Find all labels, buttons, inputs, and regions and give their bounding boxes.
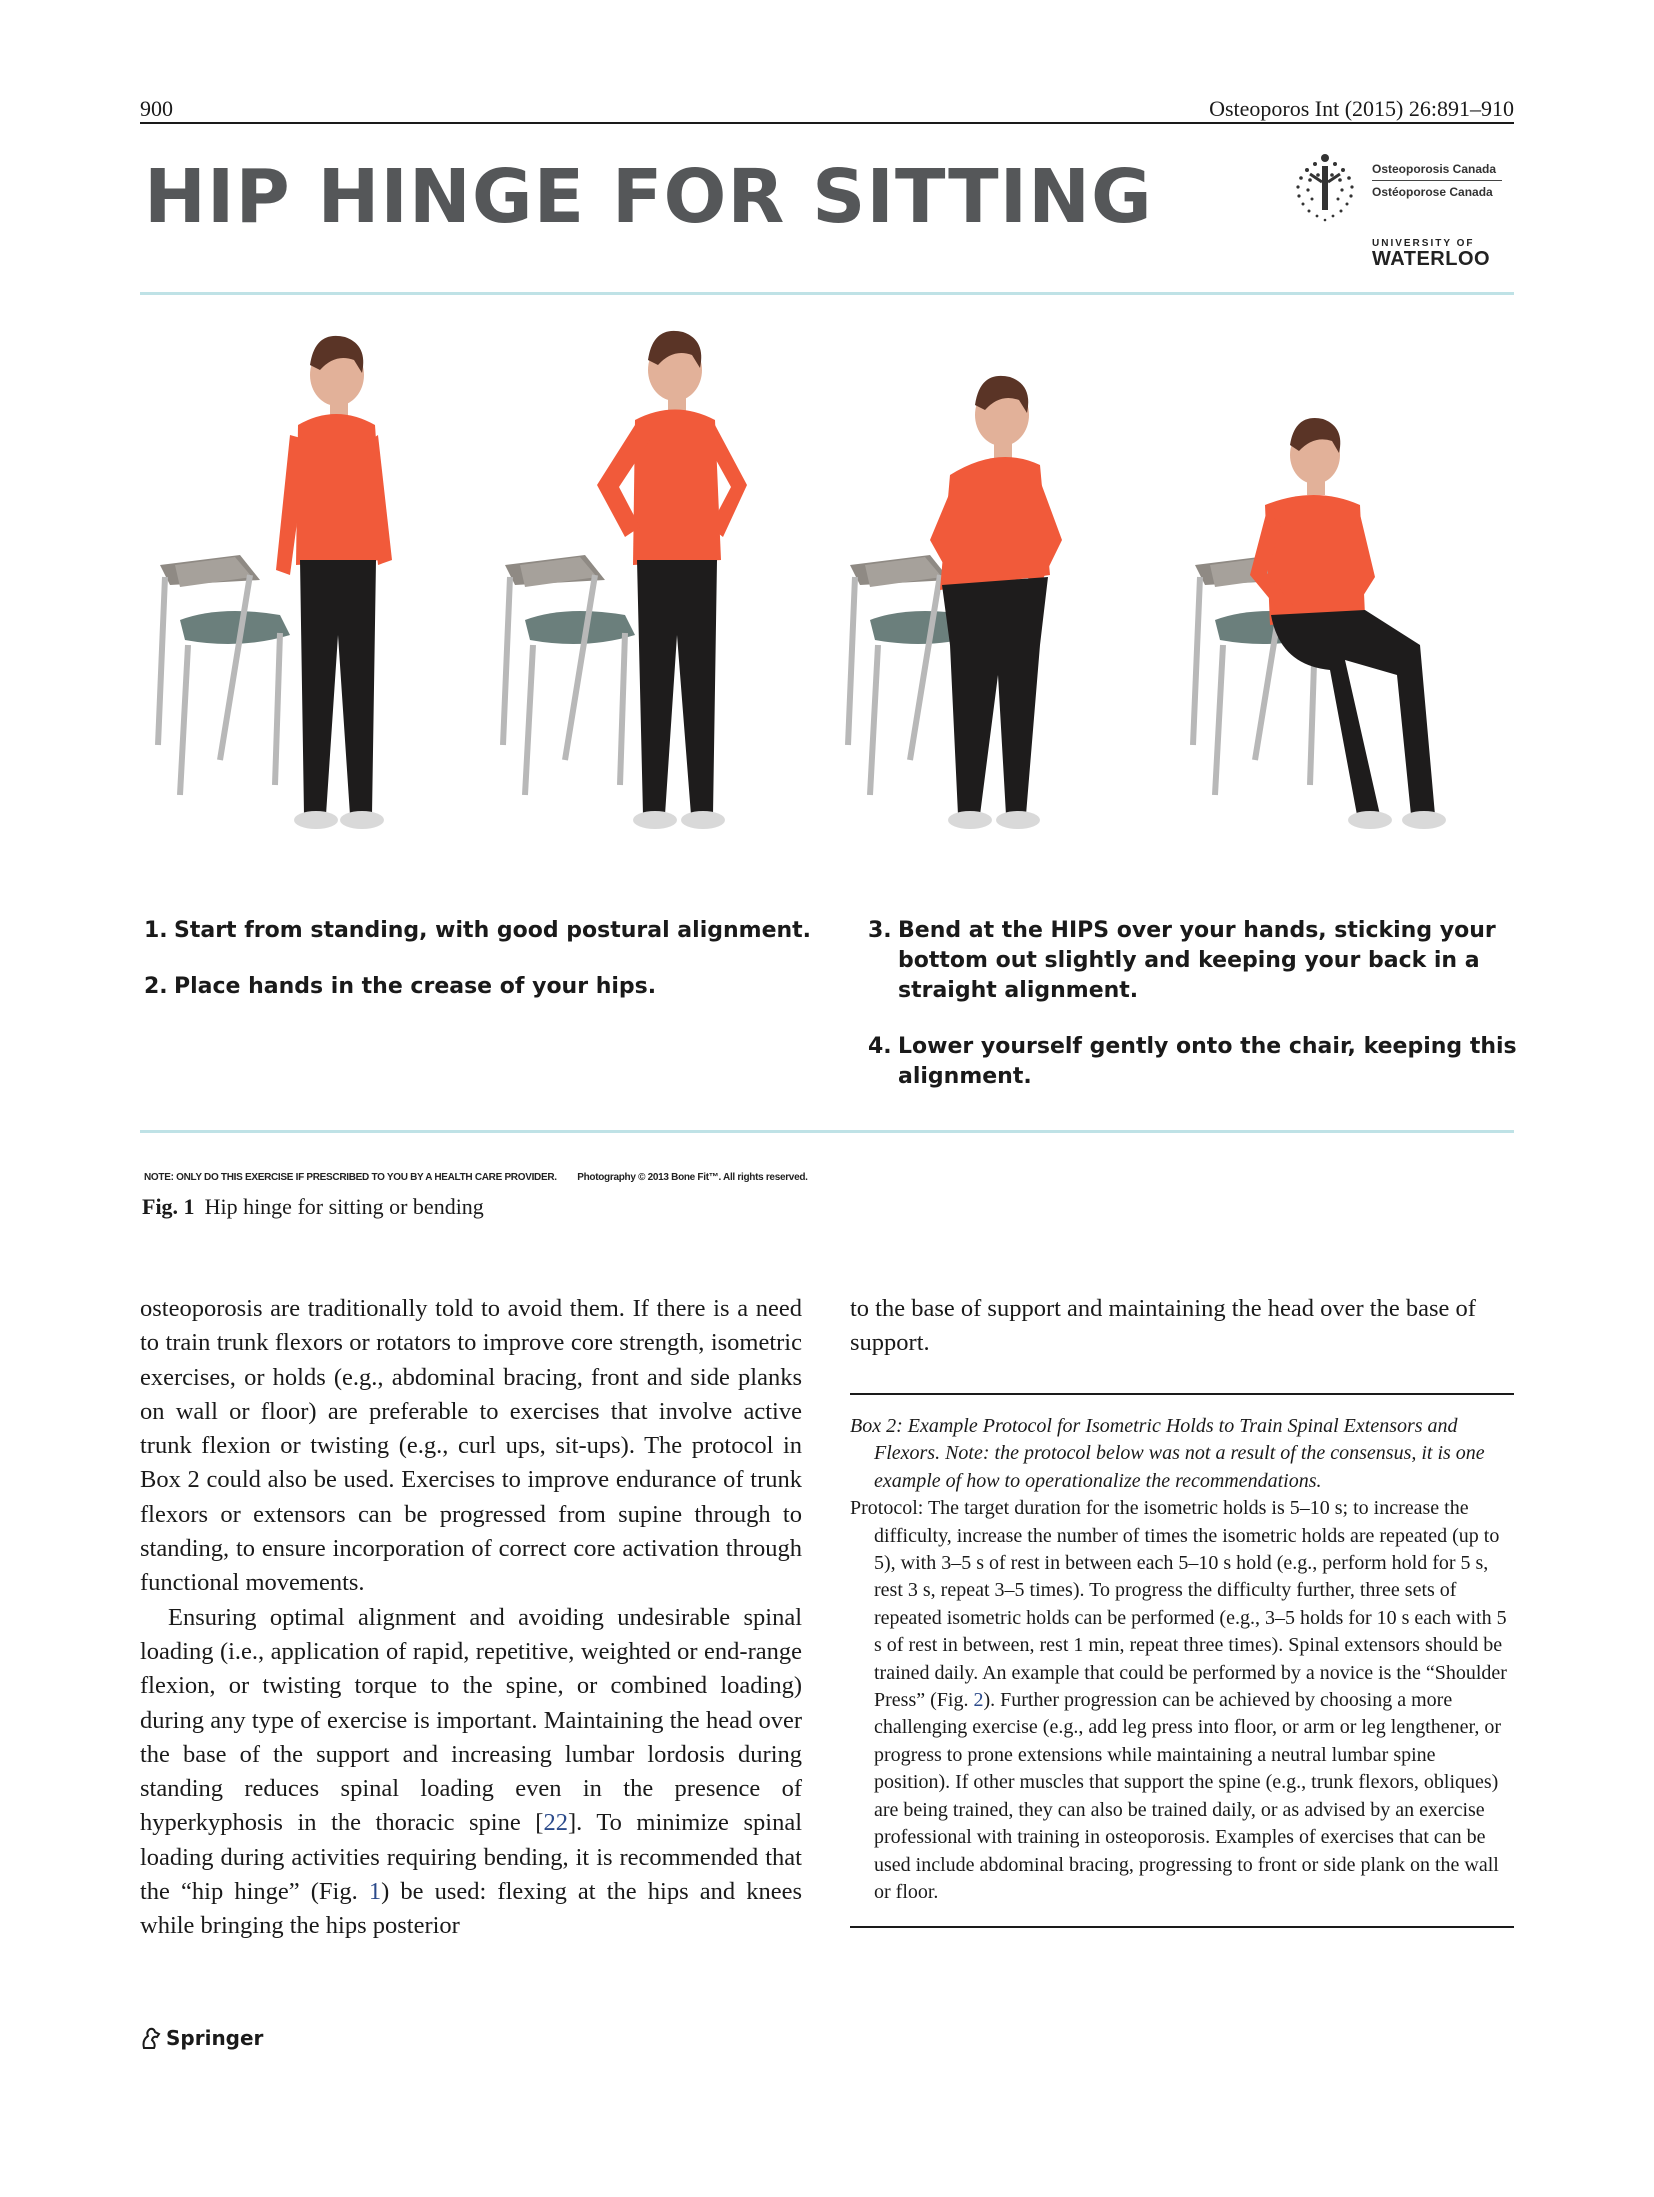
step-text: Lower yourself gently onto the chair, keeping this alignment. [898,1034,1517,1089]
exercise-photo-strip [140,315,1514,885]
step-4 [868,1032,1518,1092]
photo-copyright: Photography © 2013 Bone Fit™. All rights reserved. [577,1172,808,1183]
waterloo-label: WATERLOO [1372,248,1491,270]
steps-left-column [144,916,824,1028]
publisher-name: Springer [166,2026,264,2050]
figure-title: HIP HINGE FOR SITTING [144,154,1153,240]
paragraph-2 [140,1601,802,1944]
top-teal-rule [140,292,1514,295]
paragraph-continued: to the base of support and maintaining the head over the base of support. [850,1295,1476,1357]
step-number: 1. [144,918,168,943]
page-number: 900 [140,96,173,121]
step-text: Place hands in the crease of your hips. [174,974,657,999]
steps-right-column [868,916,1518,1118]
person-seated [1250,418,1446,829]
org-name-french: Ostéoporose Canada [1372,185,1493,199]
chair-icon [158,555,290,795]
paragraph-2-text-a: Ensuring optimal alignment and avoiding undesirable spinal loading (i.e., application of rapid, repetitive, weighted or end-range flexion, or twisting torque to the spine, or combined loading) during any type of exercise is important. Maintaining the head over the base of the support and increasing lumbar lordosis during standing reduces spinal loading even in the presence of hyperkyphosis in the thoracic spine [ [140,1603,802,1837]
waterloo-logo [1372,238,1490,269]
body-right-column [850,1292,1514,1361]
header-rule [140,122,1514,124]
organization-names [1372,158,1502,203]
step-number: 4. [868,1034,892,1059]
figure-link[interactable]: 2 [973,1689,984,1712]
step-text: Bend at the HIPS over your hands, sticking your bottom out slightly and keeping your back in a straight alignment. [898,918,1496,1003]
paragraph-1: osteoporosis are traditionally told to avoid them. If there is a need to train trunk flexors or rotators to improve core strength, isometric exercises, or holds (e.g., abdominal bracing, front and side planks on wall or floor) are preferable to exercises that involve active trunk flexion or twisting (e.g., curl ups, sit-ups). The protocol in Box 2 could also be used. Exercises to improve endurance of trunk flexors or extensors can be progressed from supine through to standing, to ensure incorporation of correct core activation through functional movements. [140,1295,802,1597]
prescription-note: NOTE: ONLY DO THIS EXERCISE IF PRESCRIBED TO YOU BY A HEALTH CARE PROVIDER. [144,1172,557,1183]
figure-link[interactable]: 1 [368,1878,382,1906]
step-2 [144,972,824,1002]
osteoporosis-canada-logo-icon [1290,150,1360,230]
journal-reference: Osteoporos Int (2015) 26:891–910 [1209,96,1514,121]
protocol-text-a: Protocol: The target duration for the isometric holds is 5–10 s; to increase the difficulty, increase the number of times the isometric holds are repeated (up to 5), with 3–5 s of rest in between each 5–10 s hold (e.g., perform hold for 5 s, rest 3 s, repeat 3–5 times). To progress the difficulty further, three sets of repeated isometric holds can be performed (e.g., 3–5 holds for 10 s each with 5 s of rest in between, rest 1 min, repeat three times). Spinal extensors should be trained daily. An example that could be performed by a novice is the “Shoulder Press” (Fig. [850,1497,1507,1712]
protocol-text-b: ). Further progression can be achieved by choosing a more challenging exercise (e.g., add leg press into floor, or arm or leg lengthener, or progress to prone extensions while maintaining a neutral lumbar spine position). If other muscles that support the spine (e.g., trunk flexors, obliques) are being trained, they can also be trained daily, or as advised by an exercise professional with training in osteoporosis. Examples of exercises that can be used include abdominal bracing, progressing to front or side plank on the wall or floor. [874,1689,1502,1903]
box-protocol [850,1495,1514,1906]
person-standing [276,336,392,829]
paragraph-2-text-b: ]. To minimize spinal loading during activities requiring bending, it is recommended that the “hip hinge” (Fig. [140,1809,802,1906]
step-text: Start from standing, with good postural alignment. [174,918,812,943]
step-3 [868,916,1518,1006]
figure-note [144,1172,808,1183]
springer-horse-icon [140,2026,162,2050]
publisher-logo [140,2026,263,2050]
bottom-teal-rule [140,1130,1514,1133]
box-2 [850,1393,1514,1928]
logo-block [1290,150,1512,270]
body-left-column [140,1292,802,1944]
running-head [140,88,1514,122]
step-number: 2. [144,974,168,999]
paragraph-2-text-c: ) be used: flexing at the hips and knees while bringing the hips posterior [140,1878,802,1940]
box-title: Box 2: Example Protocol for Isometric Holds to Train Spinal Extensors and Flexors. Note: the protocol below was not a result of the consensus, it is one example of how to operationalize the recommendations. [850,1415,1485,1492]
org-name-english: Osteoporosis Canada [1372,158,1502,181]
step-1 [144,916,824,946]
chair-icon [503,555,635,795]
caption-label: Fig. 1 [142,1194,195,1219]
photo-step-1-standing [140,315,483,885]
university-of-label: UNIVERSITY OF [1372,238,1475,249]
step-number: 3. [868,918,892,943]
photo-step-2-hands-on-hips [485,315,828,885]
photo-step-4-seated [1175,315,1518,885]
photo-step-3-hip-hinge [830,315,1173,885]
reference-link[interactable]: 22 [543,1809,568,1837]
caption-text: Hip hinge for sitting or bending [204,1194,484,1219]
figure-caption [142,1194,484,1220]
person-hip-hinge [930,376,1062,829]
